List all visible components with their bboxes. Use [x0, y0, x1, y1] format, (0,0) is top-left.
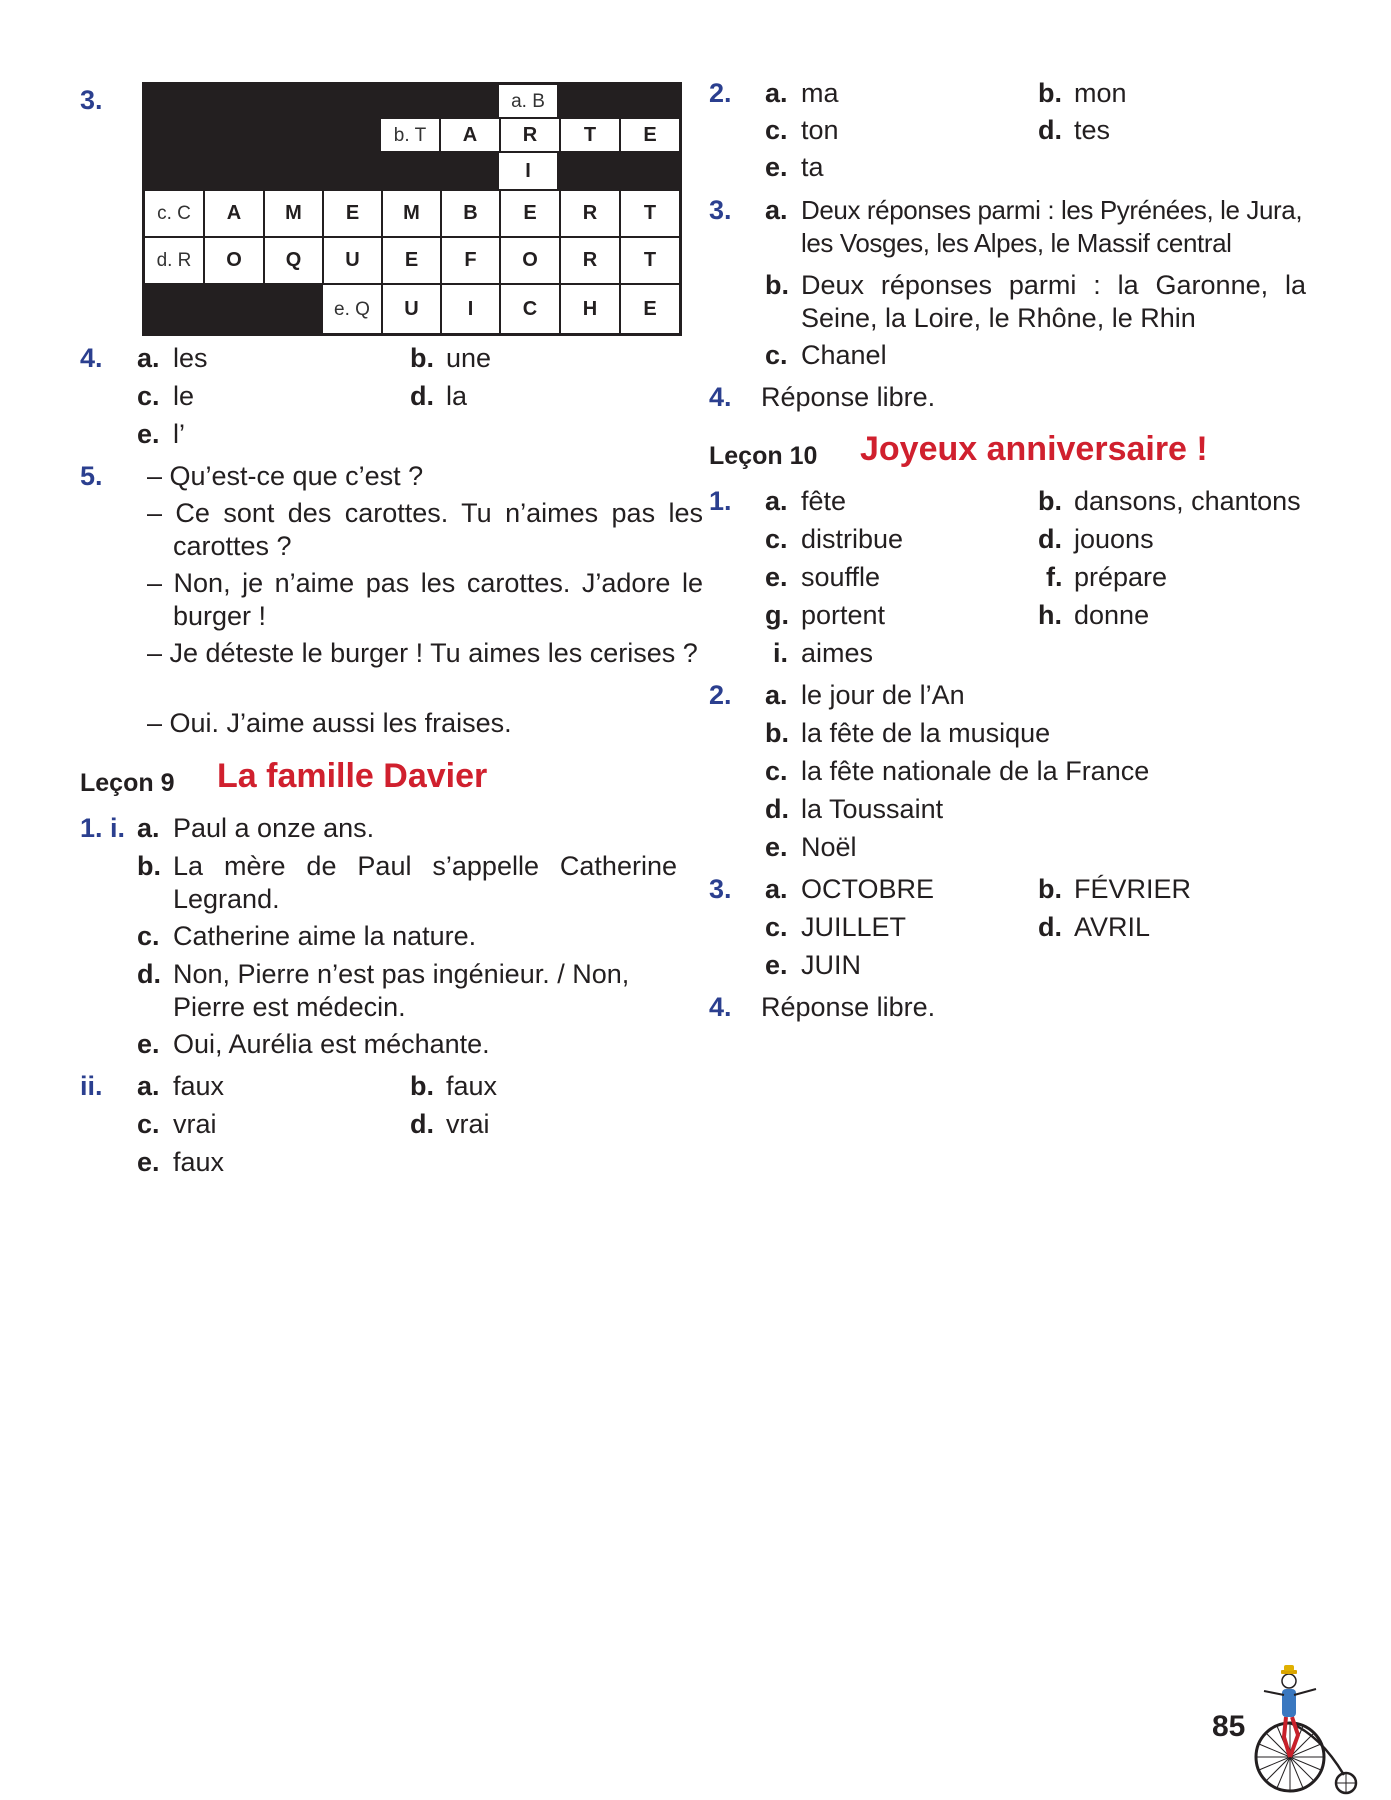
- crossword-letter: M: [264, 190, 323, 237]
- answer-text: l’: [173, 419, 185, 449]
- question-number: 1. i.: [80, 813, 126, 843]
- page-number: 85: [1212, 1710, 1246, 1743]
- crossword-grid: [142, 82, 682, 336]
- answer-text: portent: [801, 600, 886, 630]
- crossword-letter: E: [620, 284, 680, 334]
- answer-text: la Toussaint: [801, 794, 944, 824]
- answer-text: AVRIL: [1074, 912, 1151, 942]
- answer-text: Réponse libre.: [761, 992, 936, 1022]
- item-letter: a.: [765, 874, 788, 904]
- answer-text: Paul a onze ans.: [173, 813, 375, 843]
- crossword-clue-cell: e. Q: [322, 284, 382, 334]
- item-letter: f.: [1046, 562, 1063, 592]
- question-number: 3.: [80, 85, 103, 115]
- answer-text: Deux réponses parmi : les Pyrénées, le Jura, les Vosges, les Alpes, le Massif central: [801, 195, 1303, 258]
- item-letter: b.: [410, 1071, 434, 1101]
- item-letter: a.: [765, 680, 788, 710]
- item-letter: c.: [137, 381, 160, 411]
- crossword-letter: E: [620, 118, 680, 152]
- crossword-clue-cell: c. C: [144, 190, 204, 237]
- answer-text: Noël: [801, 832, 857, 862]
- item-letter: b.: [1038, 874, 1062, 904]
- crossword-letter: R: [560, 190, 620, 237]
- answer-text: JUILLET: [801, 912, 907, 942]
- crossword-filler: [558, 152, 680, 190]
- answer-text: ton: [801, 115, 839, 145]
- item-letter: c.: [765, 524, 788, 554]
- crossword-letter: R: [560, 237, 620, 284]
- question-number: 3.: [709, 874, 732, 904]
- item-letter: b.: [1038, 78, 1062, 108]
- answer-text: mon: [1074, 78, 1127, 108]
- item-letter: i.: [773, 638, 789, 668]
- item-letter: c.: [137, 921, 160, 951]
- crossword-filler: [558, 84, 680, 118]
- item-letter: a.: [765, 78, 788, 108]
- item-letter: d.: [410, 381, 434, 411]
- item-letter: a.: [137, 813, 160, 843]
- crossword-letter: Q: [264, 237, 323, 284]
- item-letter: d.: [1038, 524, 1062, 554]
- item-letter: c.: [137, 1109, 160, 1139]
- dialogue-line: – Qu’est-ce que c’est ?: [147, 461, 424, 491]
- crossword-letter: H: [560, 284, 620, 334]
- answer-text: ta: [801, 152, 824, 182]
- answer-text: ma: [801, 78, 839, 108]
- crossword-filler: [144, 152, 498, 190]
- item-letter: d.: [1038, 912, 1062, 942]
- answer-text: Oui, Aurélia est méchante.: [173, 1029, 490, 1059]
- lesson-title: La famille Davier: [217, 757, 488, 795]
- crossword-letter: M: [382, 190, 441, 237]
- answer-text: distribue: [801, 524, 904, 554]
- question-number: 4.: [709, 382, 732, 412]
- answer-text: la fête de la musique: [801, 718, 1051, 748]
- item-letter: c.: [765, 340, 788, 370]
- crossword-letter: U: [323, 237, 382, 284]
- crossword-letter: E: [382, 237, 441, 284]
- answer-text: fête: [801, 486, 847, 516]
- item-letter: e.: [765, 832, 788, 862]
- question-number: 1.: [709, 486, 732, 516]
- answer-text: prépare: [1074, 562, 1168, 592]
- item-letter: d.: [137, 959, 161, 989]
- item-letter: e.: [137, 1029, 160, 1059]
- answer-text: le: [173, 381, 195, 411]
- item-letter: h.: [1038, 600, 1062, 630]
- answer-text: le jour de l’An: [801, 680, 965, 710]
- item-letter: d.: [410, 1109, 434, 1139]
- answer-text: FÉVRIER: [1074, 874, 1192, 904]
- item-letter: e.: [137, 1147, 160, 1177]
- answer-text: faux: [173, 1147, 225, 1177]
- question-number: 4.: [80, 343, 103, 373]
- dialogue-line: – Non, je n’aime pas les carottes. J’adore le burger !: [147, 568, 703, 631]
- crossword-letter: A: [440, 118, 500, 152]
- crossword-letter: R: [500, 118, 560, 152]
- crossword-letter: O: [500, 237, 560, 284]
- crossword-letter: C: [500, 284, 560, 334]
- crossword-letter: A: [204, 190, 264, 237]
- answer-text: dansons, chantons: [1074, 486, 1301, 516]
- crossword-filler: [144, 284, 322, 334]
- item-letter: a.: [765, 486, 788, 516]
- answer-text: Réponse libre.: [761, 382, 936, 412]
- item-letter: b.: [410, 343, 434, 373]
- question-number: 2.: [709, 680, 732, 710]
- crossword-letter: T: [560, 118, 620, 152]
- crossword-letter: E: [500, 190, 560, 237]
- dialogue-line: – Oui. J’aime aussi les fraises.: [147, 708, 512, 738]
- lesson-label: Leçon 9: [80, 769, 175, 797]
- dialogue-line: – Je déteste le burger ! Tu aimes les cerises ?: [147, 638, 698, 668]
- dialogue-line: – Ce sont des carottes. Tu n’aimes pas les carottes ?: [147, 498, 703, 561]
- lesson-title: Joyeux anniversaire !: [860, 430, 1208, 468]
- crossword-clue-cell: b. T: [380, 118, 440, 152]
- question-number: 4.: [709, 992, 732, 1022]
- item-letter: a.: [137, 1071, 160, 1101]
- item-letter: a.: [765, 195, 788, 225]
- answer-text: souffle: [801, 562, 881, 592]
- answer-text: Deux réponses parmi : la Garonne, la Seine, la Loire, le Rhône, le Rhin: [801, 270, 1306, 333]
- crossword-filler: [144, 118, 380, 152]
- question-number: 5.: [80, 461, 103, 491]
- item-letter: b.: [137, 851, 161, 881]
- answer-text: La mère de Paul s’appelle Catherine Legrand.: [173, 851, 677, 914]
- crossword-letter: T: [620, 237, 680, 284]
- item-letter: c.: [765, 115, 788, 145]
- item-letter: a.: [137, 343, 160, 373]
- answer-text: Catherine aime la nature.: [173, 921, 477, 951]
- item-letter: c.: [765, 912, 788, 942]
- answer-text: une: [446, 343, 492, 373]
- item-letter: g.: [765, 600, 789, 630]
- crossword-clue-cell: d. R: [144, 237, 204, 284]
- answer-text: donne: [1074, 600, 1150, 630]
- answer-text: Chanel: [801, 340, 887, 370]
- crossword-filler: [144, 84, 498, 118]
- item-letter: b.: [765, 718, 789, 748]
- item-letter: b.: [1038, 486, 1062, 516]
- answer-text: JUIN: [801, 950, 861, 980]
- crossword-letter: F: [441, 237, 500, 284]
- item-letter: e.: [137, 419, 160, 449]
- answer-text: tes: [1074, 115, 1111, 145]
- crossword-letter: I: [441, 284, 500, 334]
- item-letter: e.: [765, 950, 788, 980]
- answer-text: faux: [446, 1071, 498, 1101]
- item-letter: d.: [1038, 115, 1062, 145]
- answer-text: Non, Pierre n’est pas ingénieur. / Non, Pierre est médecin.: [173, 959, 630, 1022]
- question-number: ii.: [80, 1071, 103, 1101]
- answer-text: la fête nationale de la France: [801, 756, 1150, 786]
- question-number: 2.: [709, 78, 732, 108]
- crossword-letter: E: [323, 190, 382, 237]
- answer-text: aimes: [801, 638, 874, 668]
- item-letter: d.: [765, 794, 789, 824]
- crossword-letter: T: [620, 190, 680, 237]
- item-letter: e.: [765, 152, 788, 182]
- item-letter: c.: [765, 756, 788, 786]
- item-letter: b.: [765, 270, 789, 300]
- question-number: 3.: [709, 195, 732, 225]
- answer-text: la: [446, 381, 468, 411]
- answer-text: OCTOBRE: [801, 874, 935, 904]
- crossword-letter: I: [498, 152, 558, 190]
- crossword-letter: O: [204, 237, 264, 284]
- penny-farthing-cyclist-icon: [1250, 1665, 1360, 1795]
- lesson-label: Leçon 10: [709, 442, 818, 470]
- answer-text: vrai: [173, 1109, 217, 1139]
- crossword-clue-cell: a. B: [498, 84, 558, 118]
- crossword-letter: U: [382, 284, 441, 334]
- answer-text: vrai: [446, 1109, 490, 1139]
- crossword-letter: B: [441, 190, 500, 237]
- answer-text: les: [173, 343, 208, 373]
- answer-text: jouons: [1074, 524, 1154, 554]
- answer-text: faux: [173, 1071, 225, 1101]
- item-letter: e.: [765, 562, 788, 592]
